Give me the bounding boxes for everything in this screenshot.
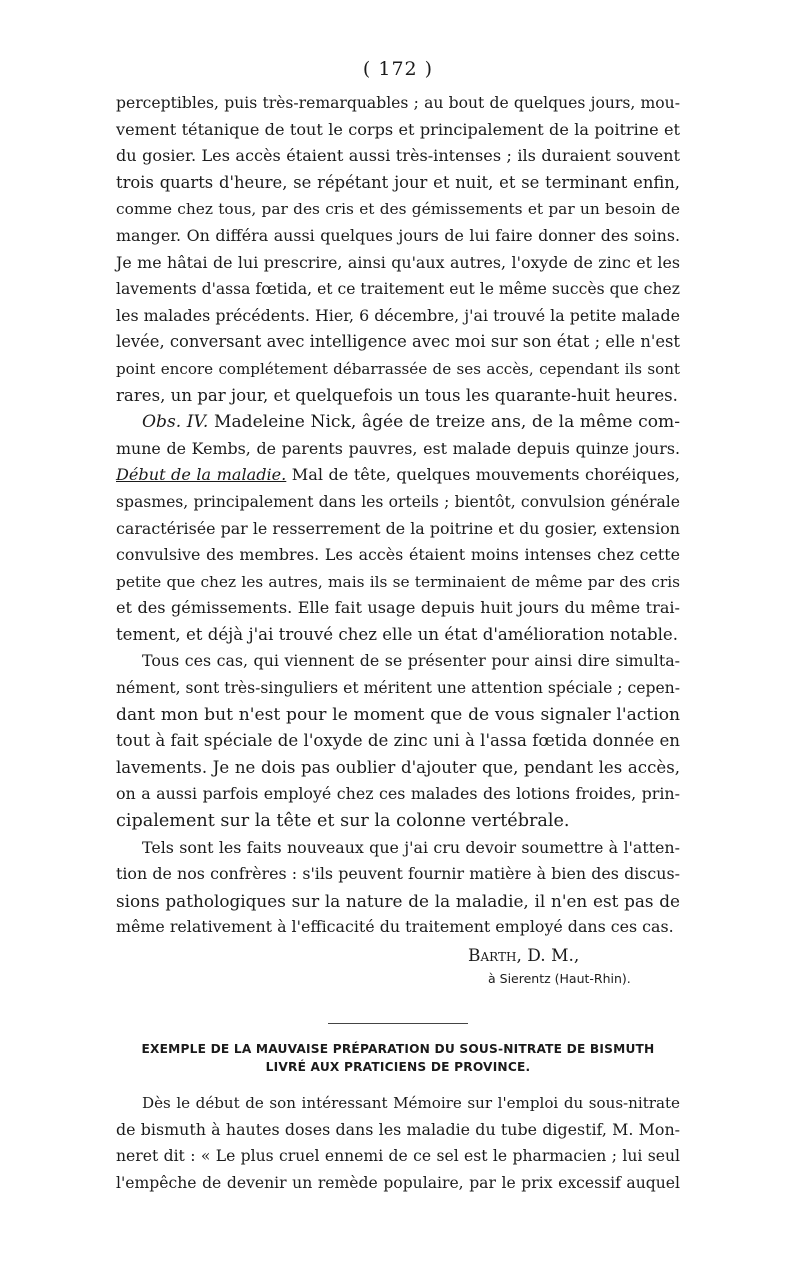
debut-label: Début de la maladie. [116,465,287,485]
article-paragraph [116,1090,680,1196]
text-line: on a aussi parfois employé chez ces malades des lotions froides, prin- [116,784,680,804]
text-line: Tous ces cas, qui viennent de se présenter pour ainsi dire simulta- [142,651,680,671]
text-line: mune de Kembs, de parents pauvres, est malade depuis quinze jours. [116,438,680,458]
text-line: Tels sont les faits nouveaux que j'ai cru devoir soumettre à l'atten- [142,837,680,857]
debut-line-text: Mal de tête, quelques mouvements choréiques, [286,465,680,485]
text-line: lavements. Je ne dois pas oublier d'ajouter que, pendant les accès, [116,757,680,777]
text-line: spasmes, principalement dans les orteils ; bientôt, convulsion générale [116,492,680,511]
text-line [116,409,680,436]
text-line: convulsive des membres. Les accès étaient moins intenses chez cette [116,545,680,565]
book-page [116,56,680,1196]
text-line: levée, conversant avec intelligence avec moi sur son état ; elle n'est [116,332,680,352]
section-heading-line-2: LIVRÉ AUX PRATICIENS DE PROVINCE. [265,1060,531,1074]
conclusion-paragraph [116,835,680,941]
signature-place: à Sierentz (Haut-Rhin). [488,971,631,986]
text-line: petite que chez les autres, mais ils se terminaient de même par des cris [116,572,680,591]
text-line: caractérisée par le resserrement de la poitrine et du gosier, extension [116,518,680,538]
text-line [116,462,680,489]
text-line: l'empêche de devenir un remède populaire, par le prix excessif auquel [116,1173,680,1192]
obs-line-text: Madeleine Nick, âgée de treize ans, de la même com- [208,412,680,433]
heading-gap [116,1076,680,1090]
text-line: les malades précédents. Hier, 6 décembre, j'ai trouvé la petite malade [116,305,680,325]
text-line: trois quarts d'heure, se répétant jour et nuit, et se terminant enfin, [116,172,680,192]
text-line: perceptibles, puis très-remarquables ; au bout de quelques jours, mou- [116,94,680,112]
text-line: même relativement à l'efficacité du traitement employé dans ces cas. [116,917,674,937]
text-line: sions pathologiques sur la nature de la maladie, il n'en est pas de [116,890,680,911]
observation-paragraph [116,409,680,648]
obs-label: Obs. IV. [142,412,209,433]
signature-name: Barth, D. M., [468,946,580,966]
text-line: du gosier. Les accès étaient aussi très-intenses ; ils duraient souvent [116,146,680,166]
text-line: manger. On différa aussi quelques jours de lui faire donner des soins. [116,225,680,245]
text-line: cipalement sur la tête et sur la colonne vertébrale. [116,811,570,832]
section-heading-line-1: EXEMPLE DE LA MAUVAISE PRÉPARATION DU SOUS-NITRATE DE BISMUTH [141,1042,655,1056]
text-line: comme chez tous, par des cris et des gémissements et par un besoin de [116,200,680,219]
discussion-paragraph [116,648,680,834]
paragraph-continued [116,90,680,409]
text-line: Je me hâtai de lui prescrire, ainsi qu'aux autres, l'oxyde de zinc et les [116,252,680,272]
text-line: vement tétanique de tout le corps et principalement de la poitrine et [116,119,680,139]
text-line: de bismuth à hautes doses dans les maladie du tube digestif, M. Mon- [116,1119,680,1139]
page-number: ( 172 ) [362,58,434,80]
text-line: tion de nos confrères : s'ils peuvent fournir matière à bien des discus- [116,864,680,884]
text-line: rares, un par jour, et quelquefois un tous les quarante-huit heures. [116,385,678,405]
text-line: tout à fait spéciale de l'oxyde de zinc uni à l'assa fœtida donnée en [116,731,680,751]
text-line: tement, et déjà j'ai trouvé chez elle un état d'amélioration notable. [116,624,678,644]
text-line: dant mon but n'est pour le moment que de vous signaler l'action [116,704,680,725]
section-divider [328,1023,468,1024]
text-line: lavements d'assa fœtida, et ce traitement eut le même succès que chez [116,280,681,299]
text-line: point encore complétement débarrassée de ses accès, cependant ils sont [116,359,680,378]
text-line: Dès le début de son intéressant Mémoire sur l'emploi du sous-nitrate [142,1094,680,1112]
text-line: nément, sont très-singuliers et méritent une attention spéciale ; cepen- [116,679,680,698]
text-line: neret dit : « Le plus cruel ennemi de ce sel est le pharmacien ; lui seul [116,1147,680,1166]
text-line: et des gémissements. Elle fait usage depuis huit jours du même trai- [116,598,680,618]
